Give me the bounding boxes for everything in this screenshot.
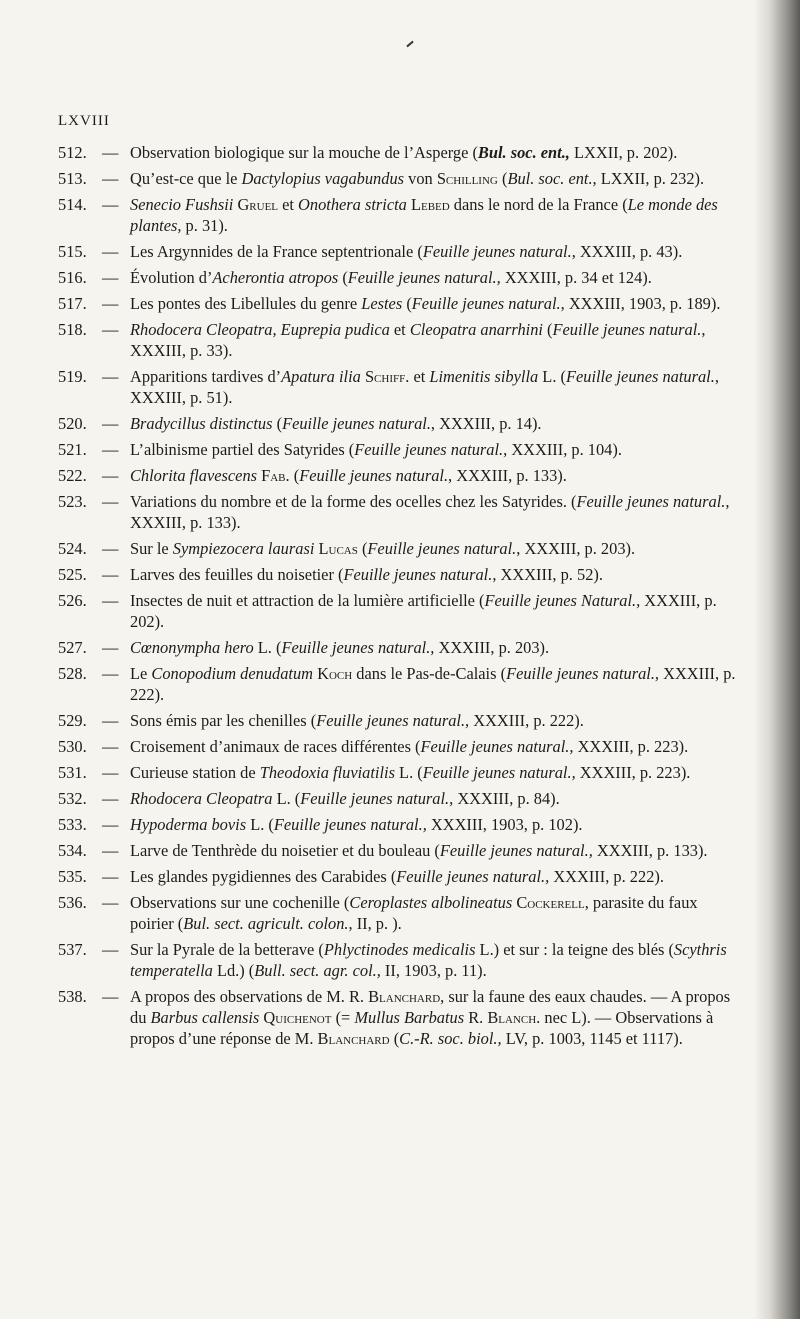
text-run: Sons émis par les chenilles ( <box>130 711 317 730</box>
italic-text: Theodoxia fluviatilis <box>259 763 395 782</box>
text-run: , XXXIII, p. 33). <box>130 320 706 360</box>
text-run: L. ( <box>272 789 301 808</box>
author-name: Fab. <box>261 466 290 485</box>
entry-number: 523. <box>58 492 87 511</box>
bibliography-entry <box>58 866 738 887</box>
entry-number: 534. <box>58 841 87 860</box>
bibliography-entry <box>58 939 738 981</box>
entry-text <box>130 892 738 934</box>
text-run: L. ( <box>538 367 566 386</box>
text-run: Observation biologique sur la mouche de l’Asperge ( <box>130 143 478 162</box>
italic-text: Feuille jeunes natural., <box>300 789 454 808</box>
entry-dash: — <box>102 737 119 756</box>
entry-number: 529. <box>58 711 87 730</box>
author-name: Blanch. <box>487 1008 541 1027</box>
italic-text: Feuille jeunes natural., <box>347 268 501 287</box>
italic-text: Apatura ilia <box>281 367 361 386</box>
entry-number: 520. <box>58 414 87 433</box>
entry-text <box>130 788 738 809</box>
text-run: Larves des feuilles du noisetier ( <box>130 565 344 584</box>
text-run: ( <box>272 414 283 433</box>
entry-number: 515. <box>58 242 87 261</box>
page-folio: LXVIII <box>58 113 110 129</box>
entry-dash: — <box>102 940 119 959</box>
italic-text: Rhodocera Cleopatra, Euprepia pudica <box>130 320 390 339</box>
entry-dash: — <box>102 492 119 511</box>
bibliography-entry <box>58 840 738 861</box>
entry-number: 518. <box>58 320 87 339</box>
entry-number: 528. <box>58 664 87 683</box>
italic-text: Feuille jeunes natural., <box>420 737 574 756</box>
text-run: , XXXIII, p. 43). <box>571 242 683 261</box>
bibliography-entry <box>58 590 738 632</box>
text-run: et <box>409 367 430 386</box>
entry-dash: — <box>102 320 119 339</box>
text-run: XXXIII, p. 222). <box>130 664 736 704</box>
entry-text <box>130 491 738 533</box>
entry-text <box>130 866 738 887</box>
entry-dash: — <box>102 987 119 1006</box>
text-run: , parasite du faux poirier ( <box>130 893 698 933</box>
entry-number: 530. <box>58 737 87 756</box>
text-run: LV, p. 1003, 1145 et 1117). <box>501 1029 683 1048</box>
text-run: et <box>389 320 410 339</box>
author-name: Blanchard <box>368 987 441 1006</box>
text-run: L. ( <box>394 763 423 782</box>
entry-text <box>130 710 738 731</box>
entry-dash: — <box>102 414 119 433</box>
italic-text: Feuille jeunes natural. <box>299 466 449 485</box>
text-run: dans le nord de la France ( <box>449 195 628 214</box>
italic-text: Rhodocera Cleopatra <box>130 789 273 808</box>
text-run: von <box>404 169 437 188</box>
text-run: , XXXIII, p. 51). <box>130 367 719 407</box>
entry-text <box>130 736 738 757</box>
author-name: Schilling <box>436 169 498 188</box>
italic-text: Phlyctinodes medicalis <box>323 940 476 959</box>
bibliography-entry <box>58 564 738 585</box>
italic-text: Feuille jeunes natural. <box>282 414 431 433</box>
entry-text <box>130 413 738 434</box>
entry-text <box>130 564 738 585</box>
entry-number: 536. <box>58 893 87 912</box>
italic-text: Limenitis sibylla <box>429 367 539 386</box>
text-run: L. ( <box>253 638 282 657</box>
text-run: Sur la Pyrale de la betterave ( <box>130 940 324 959</box>
bibliography-entry <box>58 814 738 835</box>
italic-text: Chlorita flavescens <box>130 466 258 485</box>
text-run: XXXIII, p. 222). <box>549 867 664 886</box>
entry-number: 525. <box>58 565 87 584</box>
entry-dash: — <box>102 294 119 313</box>
bibliography-entry <box>58 788 738 809</box>
text-run: XXXIII, p. 203). <box>434 638 550 657</box>
entry-number: 517. <box>58 294 87 313</box>
italic-text: Feuille jeunes natural. <box>411 294 561 313</box>
text-run: Qu’est-ce que le <box>130 169 242 188</box>
text-run: , XXXIII, p. 52). <box>492 565 603 584</box>
entry-dash: — <box>102 763 119 782</box>
text-run: LXXII, p. 232). <box>596 169 705 188</box>
italic-text: Sympiezocera laurasi <box>172 539 315 558</box>
bibliography-entry <box>58 892 738 934</box>
entry-dash: — <box>102 242 119 261</box>
entry-dash: — <box>102 195 119 214</box>
entry-number: 522. <box>58 466 87 485</box>
text-run: , II, p. ). <box>348 914 402 933</box>
entry-text <box>130 293 738 314</box>
text-run: Évolution d’ <box>130 268 213 287</box>
italic-text: Bul. sect. agricult. colon. <box>183 914 349 933</box>
entry-text <box>130 538 738 559</box>
text-run: (= <box>331 1008 355 1027</box>
entry-number: 519. <box>58 367 87 386</box>
text-run: dans le Pas-de-Calais ( <box>352 664 507 683</box>
text-run: II, 1903, p. 11). <box>380 961 487 980</box>
text-run: Larve de Tenthrède du noisetier et du bouleau ( <box>130 841 440 860</box>
entry-text <box>130 366 738 408</box>
entry-text <box>130 814 738 835</box>
italic-text: Conopodium denudatum <box>151 664 314 683</box>
entry-text <box>130 840 738 861</box>
entry-dash: — <box>102 268 119 287</box>
entry-dash: — <box>102 367 119 386</box>
italic-text: Feuille jeunes natural. <box>576 492 726 511</box>
text-run: R. <box>464 1008 488 1027</box>
entry-number: 526. <box>58 591 87 610</box>
italic-text: Mullus Barbatus <box>354 1008 465 1027</box>
entry-dash: — <box>102 539 119 558</box>
text-run: LXXII, p. 202). <box>569 143 678 162</box>
italic-text: Le monde des plantes, <box>130 195 718 235</box>
text-run: XXXIII, p. 222). <box>469 711 584 730</box>
entry-text <box>130 241 738 262</box>
text-run: , XXXIII, p. 133). <box>130 492 730 532</box>
entry-number: 532. <box>58 789 87 808</box>
italic-text: Bul. soc. ent., <box>507 169 597 188</box>
entry-text <box>130 465 738 486</box>
italic-text: Acherontia atropos <box>212 268 339 287</box>
author-name: Schiff. <box>364 367 410 386</box>
italic-text: Feuille jeunes natural. <box>565 367 715 386</box>
entry-dash: — <box>102 169 119 188</box>
text-run: A propos des observations de M. R. <box>130 987 369 1006</box>
text-run: ( <box>389 1029 400 1048</box>
entry-text <box>130 663 738 705</box>
italic-text: Feuille jeunes natural., <box>439 841 593 860</box>
italic-text: Feuille jeunes Natural., <box>484 591 641 610</box>
bibliography-entry <box>58 319 738 361</box>
entry-dash: — <box>102 638 119 657</box>
entry-number: 521. <box>58 440 87 459</box>
entry-number: 535. <box>58 867 87 886</box>
entry-text <box>130 319 738 361</box>
author-name: Gruel <box>237 195 279 214</box>
text-run: Le <box>130 664 152 683</box>
text-run: Les pontes des Libellules du genre <box>130 294 362 313</box>
text-run: , XXXIII, p. 133). <box>448 466 567 485</box>
text-run: Les glandes pygidiennes des Carabides ( <box>130 867 397 886</box>
bibliography-entry <box>58 439 738 460</box>
italic-text: Bull. sect. agr. col., <box>254 961 381 980</box>
entry-dash: — <box>102 789 119 808</box>
page-edge-shadow <box>754 0 800 1319</box>
bibliography-entry <box>58 986 738 1049</box>
italic-text: Onothera stricta <box>298 195 407 214</box>
bibliography-entry <box>58 710 738 731</box>
italic-text: Feuille jeunes natural. <box>343 565 493 584</box>
entry-dash: — <box>102 466 119 485</box>
bibliography-list <box>58 142 738 1054</box>
text-run: , XXXIII, p. 203). <box>516 539 636 558</box>
text-run: ( <box>338 268 348 287</box>
entry-text <box>130 142 738 163</box>
text-run: , XXXIII, p. 14). <box>430 414 542 433</box>
entry-number: 531. <box>58 763 87 782</box>
entry-text <box>130 939 738 981</box>
entry-text <box>130 762 738 783</box>
bibliography-entry <box>58 465 738 486</box>
text-run: , XXXIII, 1903, p. 189). <box>560 294 721 313</box>
bibliography-entry <box>58 267 738 288</box>
author-name: Blanchard <box>317 1029 390 1048</box>
bibliography-entry <box>58 762 738 783</box>
entry-text <box>130 168 738 189</box>
italic-text: Feuille jeunes natural., <box>506 664 660 683</box>
printer-mark <box>406 41 413 48</box>
entry-text <box>130 637 738 658</box>
text-run: Les Argynnides de la France septentrionale ( <box>130 242 423 261</box>
author-name: Cockerell <box>516 893 585 912</box>
entry-number: 537. <box>58 940 87 959</box>
italic-text: Feuille jeunes natural. <box>354 440 504 459</box>
text-run: XXXIII, p. 133). <box>592 841 708 860</box>
italic-text: Ceroplastes albolineatus <box>349 893 513 912</box>
entry-number: 516. <box>58 268 87 287</box>
italic-text: Bradycillus distinctus <box>130 414 273 433</box>
entry-text <box>130 439 738 460</box>
bibliography-entry <box>58 142 738 163</box>
text-run: L’albinisme partiel des Satyrides ( <box>130 440 355 459</box>
text-run: XXXIII, p. 84). <box>453 789 560 808</box>
bibliography-entry <box>58 366 738 408</box>
entry-dash: — <box>102 440 119 459</box>
italic-text: Cœnonympha hero <box>130 638 254 657</box>
text-run: ( <box>402 294 412 313</box>
text-run: Insectes de nuit et attraction de la lumière artificielle ( <box>130 591 485 610</box>
italic-text: Feuille jeunes natural. <box>422 242 572 261</box>
italic-text: C.-R. soc. biol., <box>399 1029 502 1048</box>
entry-dash: — <box>102 841 119 860</box>
bibliography-entry <box>58 241 738 262</box>
text-run: nec L). — Observations à propos d’une réponse de M. <box>130 1008 714 1048</box>
entry-dash: — <box>102 143 119 162</box>
text-run: Croisement d’animaux de races différentes ( <box>130 737 421 756</box>
text-run: XXXIII, 1903, p. 102). <box>426 815 583 834</box>
bibliography-entry <box>58 538 738 559</box>
italic-text: Feuille jeunes natural., <box>396 867 550 886</box>
italic-text: Feuille jeunes natural., <box>422 763 576 782</box>
text-run: Variations du nombre et de la forme des ocelles chez les Satyrides. ( <box>130 492 577 511</box>
entry-number: 538. <box>58 987 87 1006</box>
italic-text: Senecio Fushsii <box>130 195 234 214</box>
entry-number: 513. <box>58 169 87 188</box>
entry-dash: — <box>102 867 119 886</box>
text-run: Sur le <box>130 539 173 558</box>
text-run: Observations sur une cochenille ( <box>130 893 350 912</box>
entry-dash: — <box>102 664 119 683</box>
entry-text <box>130 267 738 288</box>
bibliography-entry <box>58 663 738 705</box>
author-name: Quichenot <box>263 1008 332 1027</box>
entry-dash: — <box>102 711 119 730</box>
bibliography-entry <box>58 194 738 236</box>
text-run: p. 31). <box>181 216 228 235</box>
italic-text: Feuille jeunes natural., <box>316 711 470 730</box>
text-run: Ld.) ( <box>212 961 255 980</box>
text-run: ( <box>357 539 368 558</box>
text-run: Apparitions tardives d’ <box>130 367 282 386</box>
italic-text: Cleopatra anarrhini <box>409 320 543 339</box>
entry-dash: — <box>102 893 119 912</box>
bibliography-entry <box>58 413 738 434</box>
bibliography-entry <box>58 491 738 533</box>
entry-dash: — <box>102 591 119 610</box>
text-run: Curieuse station de <box>130 763 260 782</box>
italic-text: Hypoderma bovis <box>130 815 247 834</box>
italic-text: Lestes <box>361 294 403 313</box>
text-run: XXXIII, p. 223). <box>575 763 691 782</box>
entry-number: 514. <box>58 195 87 214</box>
author-name: Lebed <box>410 195 450 214</box>
entry-dash: — <box>102 815 119 834</box>
bibliography-entry <box>58 168 738 189</box>
text-run: , sur la faune des eaux chaudes. — A propos du <box>130 987 731 1027</box>
text-run: L. ( <box>246 815 274 834</box>
text-run: XXXIII, p. 223). <box>573 737 689 756</box>
entry-number: 533. <box>58 815 87 834</box>
bibliography-entry <box>58 736 738 757</box>
italic-text: Barbus callensis <box>150 1008 260 1027</box>
italic-text: Feuille jeunes natural. <box>552 320 702 339</box>
italic-text: Feuille jeunes natural. <box>367 539 517 558</box>
entry-number: 512. <box>58 143 87 162</box>
italic-text: Scythris temperatella <box>130 940 727 980</box>
author-name: Lucas <box>318 539 358 558</box>
text-run: XXXIII, p. 202). <box>130 591 717 631</box>
text-run: et <box>278 195 299 214</box>
bibliography-entry <box>58 293 738 314</box>
entry-text <box>130 590 738 632</box>
entry-number: 524. <box>58 539 87 558</box>
italic-text: Dactylopius vagabundus <box>241 169 405 188</box>
text-run: ( <box>289 466 300 485</box>
text-run: , XXXIII, p. 104). <box>503 440 622 459</box>
entry-text <box>130 986 738 1049</box>
bold-italic-text: Bul. soc. ent., <box>477 143 570 162</box>
text-run: L.) et sur : la teigne des blés ( <box>475 940 674 959</box>
text-run: XXXIII, p. 34 et 124). <box>500 268 652 287</box>
entry-number: 527. <box>58 638 87 657</box>
entry-dash: — <box>102 565 119 584</box>
text-run: ( <box>497 169 508 188</box>
italic-text: Feuille jeunes natural., <box>281 638 435 657</box>
text-run: ( <box>542 320 553 339</box>
bibliography-entry <box>58 637 738 658</box>
entry-text <box>130 194 738 236</box>
author-name: Koch <box>317 664 353 683</box>
italic-text: Feuille jeunes natural., <box>273 815 427 834</box>
